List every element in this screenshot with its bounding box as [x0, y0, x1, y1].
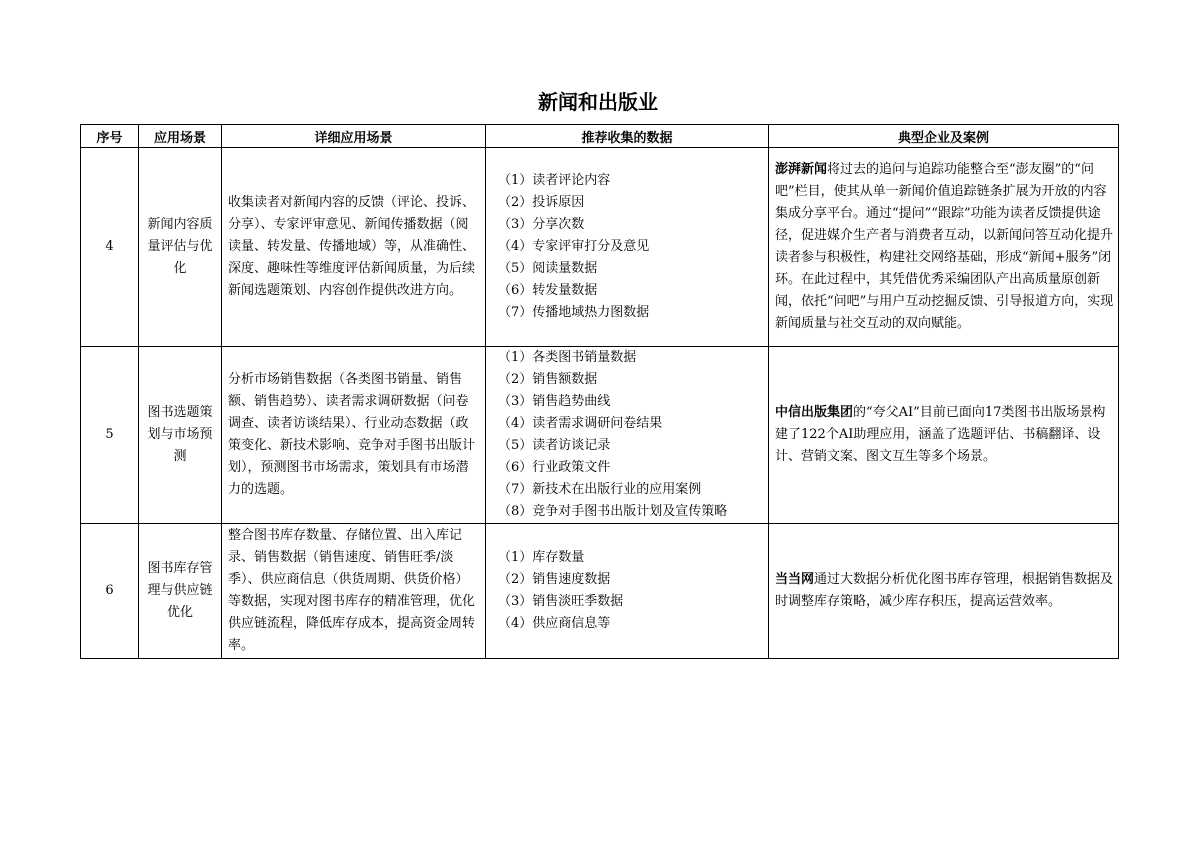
row-case [769, 347, 1119, 524]
row-scene: 新闻内容质量评估与优化 [139, 148, 222, 347]
data-item: （1）各类图书销量数据 [498, 350, 637, 365]
row-detail: 分析市场销售数据（各类图书销量、销售额、销售趋势）、读者需求调研数据（问卷调查、读者访谈结果）、行业动态数据（政策变化、新技术影响、竞争对手图书出版计划），预测图书市场需求，策划具有市场潜力的选题。 [222, 347, 486, 524]
row-data-list [486, 524, 769, 659]
data-item: （5）读者访谈记录 [498, 438, 611, 453]
row-data-list [486, 347, 769, 524]
case-text: 将过去的追问与追踪功能整合至“澎友圈”的“问吧”栏目，使其从单一新闻价值追踪链条扩展为开放的内容集成分享平台。通过“提问”“跟踪”功能为读者反馈提供途径，促进媒介生产者与消费者互动，以新闻问答互动化提升读者参与积极性，构建社交网络基础，形成“新闻+服务”闭环。在此过程中，其凭借优秀采编团队产出高质量原创新闻，依托“问吧”与用户互动挖掘反馈、引导报道方向，实现新闻质量与社交互动的双向赋能。 [775, 162, 1114, 331]
table-row [81, 347, 1119, 524]
industry-table [80, 124, 1119, 659]
data-item: （3）销售趋势曲线 [498, 394, 611, 409]
data-item: （8）竞争对手图书出版计划及宣传策略 [498, 504, 728, 519]
case-company: 当当网 [775, 572, 815, 587]
row-index: 6 [81, 524, 139, 659]
header-index: 序号 [81, 125, 139, 148]
data-item: （4）专家评审打分及意见 [498, 239, 650, 254]
data-item: （3）分享次数 [498, 217, 585, 232]
header-data: 推荐收集的数据 [486, 125, 769, 148]
data-item: （2）投诉原因 [498, 195, 585, 210]
data-item: （2）销售额数据 [498, 372, 598, 387]
header-cases: 典型企业及案例 [769, 125, 1119, 148]
row-detail: 收集读者对新闻内容的反馈（评论、投诉、分享）、专家评审意见、新闻传播数据（阅读量、转发量、传播地域）等，从准确性、深度、趣味性等维度评估新闻质量，为后续新闻选题策划、内容创作提供改进方向。 [222, 148, 486, 347]
data-item: （4）供应商信息等 [498, 616, 611, 631]
header-scene: 应用场景 [139, 125, 222, 148]
data-item: （7）新技术在出版行业的应用案例 [498, 482, 702, 497]
case-text: 通过大数据分析优化图书库存管理，根据销售数据及时调整库存策略，减少库存积压，提高运营效率。 [775, 572, 1114, 609]
table-row [81, 148, 1119, 347]
data-item: （4）读者需求调研问卷结果 [498, 416, 663, 431]
data-item: （6）转发量数据 [498, 283, 598, 298]
case-company: 澎湃新闻 [775, 162, 828, 177]
case-company: 中信出版集团 [775, 405, 854, 420]
row-case [769, 148, 1119, 347]
data-item: （1）库存数量 [498, 550, 585, 565]
row-scene: 图书选题策划与市场预测 [139, 347, 222, 524]
table-row [81, 524, 1119, 659]
data-item: （7）传播地域热力图数据 [498, 305, 650, 320]
row-index: 4 [81, 148, 139, 347]
row-scene: 图书库存管理与供应链优化 [139, 524, 222, 659]
header-detail: 详细应用场景 [222, 125, 486, 148]
row-data-list [486, 148, 769, 347]
data-item: （1）读者评论内容 [498, 173, 611, 188]
data-item: （3）销售淡旺季数据 [498, 594, 624, 609]
row-index: 5 [81, 347, 139, 524]
data-item: （5）阅读量数据 [498, 261, 598, 276]
page-title: 新闻和出版业 [538, 90, 658, 114]
table-header-row [81, 125, 1119, 148]
data-item: （2）销售速度数据 [498, 572, 611, 587]
row-detail: 整合图书库存数量、存储位置、出入库记录、销售数据（销售速度、销售旺季/淡季）、供应商信息（供货周期、供货价格）等数据，实现对图书库存的精准管理，优化供应链流程，降低库存成本，提高资金周转率。 [222, 524, 486, 659]
row-case [769, 524, 1119, 659]
case-text: 的“夸父AI”目前已面向17类图书出版场景构建了122个AI助理应用，涵盖了选题评估、书稿翻译、设计、营销文案、图文互生等多个场景。 [775, 405, 1106, 464]
data-item: （6）行业政策文件 [498, 460, 611, 475]
